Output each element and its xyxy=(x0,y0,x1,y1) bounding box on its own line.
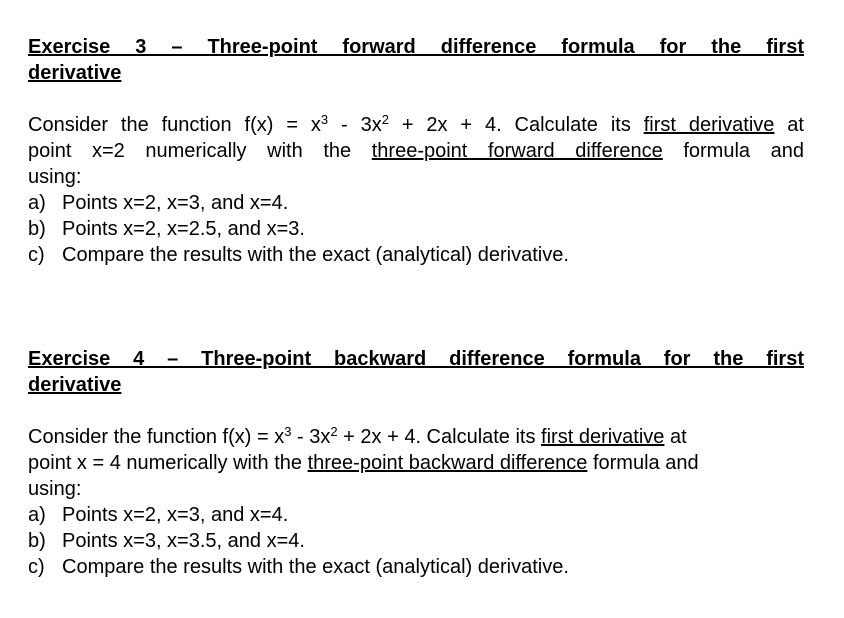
exercise-3-title xyxy=(28,34,804,86)
section-spacer xyxy=(28,268,804,346)
list-marker: c) xyxy=(28,556,45,578)
text-fragment: formula and xyxy=(587,452,699,474)
list-item xyxy=(28,242,804,268)
exercise-3-title-line1: Exercise 3 – Three-point forward difference formula for the first xyxy=(28,36,804,58)
exercise-4-body-line2 xyxy=(28,450,804,476)
text-fragment: point x = 4 numerically with the xyxy=(28,452,308,474)
list-item xyxy=(28,528,804,554)
list-marker: b) xyxy=(28,218,46,240)
text-fragment: Consider the function f(x) = x xyxy=(28,426,285,448)
text-fragment: - 3x xyxy=(291,426,331,448)
exercise-3-body-line3: using: xyxy=(28,166,82,188)
list-item xyxy=(28,216,804,242)
underlined-term: three-point backward difference xyxy=(307,452,588,474)
list-text: Points x=3, x=3.5, and x=4. xyxy=(62,530,305,552)
exercise-3-title-line2: derivative xyxy=(28,62,122,84)
document-page xyxy=(28,34,804,580)
superscript: 2 xyxy=(330,424,338,439)
list-text: Compare the results with the exact (analytical) derivative. xyxy=(62,556,569,578)
exercise-4 xyxy=(28,346,804,580)
superscript: 3 xyxy=(284,424,292,439)
exercise-3 xyxy=(28,34,804,268)
exercise-4-title-line2: derivative xyxy=(28,374,122,396)
list-item xyxy=(28,190,804,216)
exercise-3-body-line1 xyxy=(28,112,804,138)
exercise-4-body-line1 xyxy=(28,424,804,450)
exercise-4-title xyxy=(28,346,804,398)
exercise-4-body-line3: using: xyxy=(28,478,82,500)
text-fragment: Consider the function f(x) = x xyxy=(28,114,321,136)
superscript: 3 xyxy=(320,112,329,127)
list-text: Points x=2, x=3, and x=4. xyxy=(62,192,289,214)
exercise-4-body xyxy=(28,424,804,580)
underlined-term: first derivative xyxy=(541,426,665,448)
text-fragment: point x=2 numerically with the xyxy=(28,140,372,162)
underlined-term: first derivative xyxy=(643,114,775,136)
exercise-3-body xyxy=(28,112,804,268)
list-text: Compare the results with the exact (analytical) derivative. xyxy=(62,244,569,266)
list-item xyxy=(28,554,804,580)
list-marker: c) xyxy=(28,244,45,266)
list-marker: a) xyxy=(28,504,46,526)
list-item xyxy=(28,502,804,528)
list-marker: b) xyxy=(28,530,46,552)
text-fragment: + 2x + 4. Calculate its xyxy=(388,114,644,136)
underlined-term: three-point forward difference xyxy=(371,140,663,162)
list-text: Points x=2, x=2.5, and x=3. xyxy=(62,218,305,240)
text-fragment: - 3x xyxy=(328,114,382,136)
list-text: Points x=2, x=3, and x=4. xyxy=(62,504,289,526)
superscript: 2 xyxy=(381,112,389,127)
text-fragment: + 2x + 4. Calculate its xyxy=(337,426,542,448)
exercise-3-body-line2 xyxy=(28,138,804,164)
text-fragment: formula and xyxy=(662,140,805,162)
exercise-4-title-line1: Exercise 4 – Three-point backward difference formula for the first xyxy=(28,348,804,370)
text-fragment: at xyxy=(664,426,687,448)
text-fragment: at xyxy=(774,114,804,136)
list-marker: a) xyxy=(28,192,46,214)
